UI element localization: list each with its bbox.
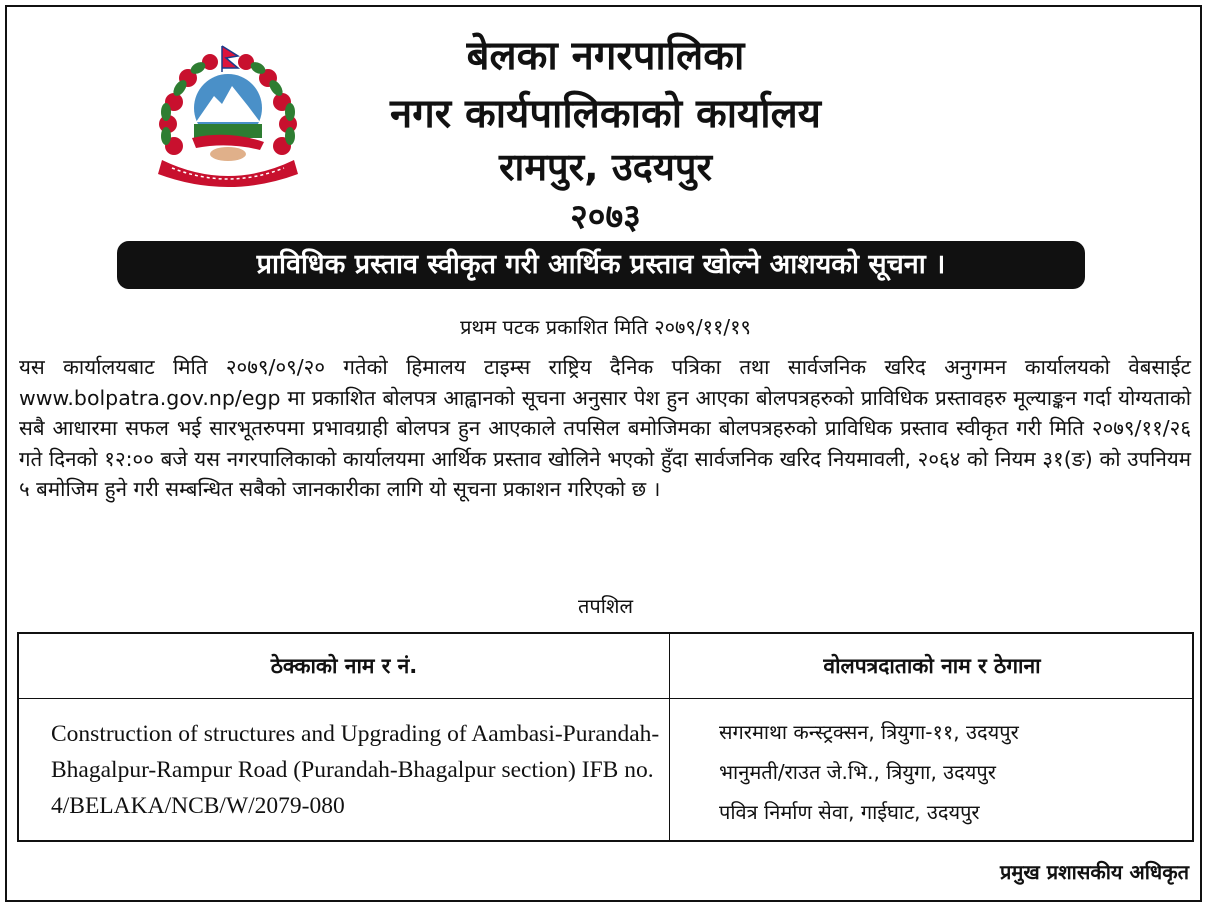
established-year: २०७३ [570,197,641,237]
list-item: सगरमाथा कन्स्ट्रक्सन, त्रियुगा-११, उदयपुर [719,720,1019,744]
bid-table [17,632,1194,842]
bidder-column-header: वोलपत्रदाताको नाम र ठेगाना [823,654,1041,678]
list-item: भानुमती/राउत जे.भि., त्रियुगा, उदयपुर [719,760,996,784]
table-row-divider [19,698,1192,699]
bidder-list [719,712,1189,832]
contract-column-header: ठेक्काको नाम र नं. [270,654,418,678]
notice-body: यस कार्यालयबाट मिति २०७९/०९/२० गतेको हिमालय टाइम्स राष्ट्रिय दैनिक पत्रिका तथा सार्वजनिक खरिद अनुगमन कार्यालयको वेबसाईट www.bolpatra.gov.np/egp मा प्रकाशित बोलपत्र आह्वानको सूचना अनुसार पेश हुन आएका बोलपत्रहरुको प्राविधिक प्रस्तावहरु मूल्याङ्कन गर्दा योग्यताको सबै आधारमा सफल भई सारभूतरुपमा प्रभावग्राही बोलपत्र हुन आएकाले तपसिल बमोजिमका बोलपत्रहरुको प्राविधिक प्रस्ताव स्वीकृत गरी मिति २०७९/११/२६ गते दिनको १२:०० बजे यस नगरपालिकाको कार्यालयमा आर्थिक प्रस्ताव खोलिने भएको हुँदा सार्वजनिक खरिद नियमावली, २०६४ को नियम ३१(ङ) को उपनियम ५ बमोजिम हुने गरी सम्बन्धित सबैको जानकारीका लागि यो सूचना प्रकाशन गरिएको छ । [19,355,1191,501]
details-heading: तपशिल [577,594,634,618]
contract-name: Construction of structures and Upgrading of Aambasi-Purandah-Bhagalpur-Rampur Road (Purandah-Bhagalpur section) IFB no. 4/BELAKA/NCB/W/2079-080 [51,721,660,819]
notice-title-banner: प्राविधिक प्रस्ताव स्वीकृत गरी आर्थिक प्रस्ताव खोल्ने आशयको सूचना । [117,241,1085,289]
signatory-title: प्रमुख प्रशासकीय अधिकृत [1000,860,1189,884]
municipality-name: बेलका नगरपालिका [466,33,745,79]
publish-date: प्रथम पटक प्रकाशित मिति २०७९/११/१९ [460,315,751,339]
list-item: पवित्र निर्माण सेवा, गाईघाट, उदयपुर [719,800,980,824]
office-address: रामपुर, उदयपुर [498,145,713,189]
office-name: नगर कार्यपालिकाको कार्यालय [390,91,821,137]
